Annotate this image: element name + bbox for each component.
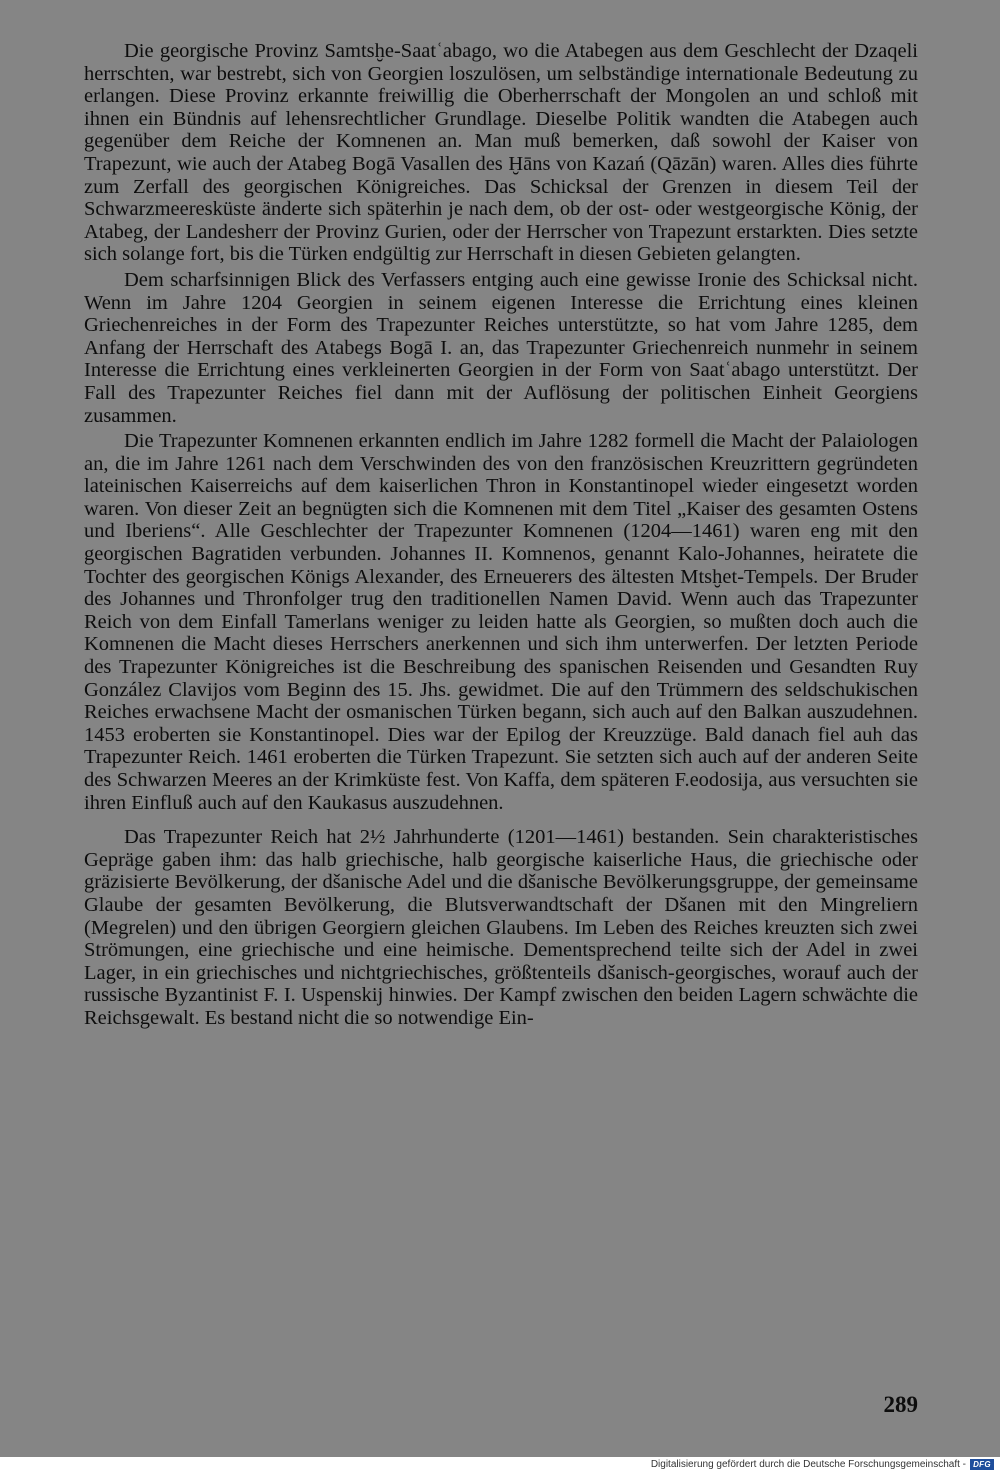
digitization-footer: [0, 1457, 1000, 1473]
page-number: 289: [883, 1392, 918, 1417]
body-text: [84, 40, 918, 1033]
paragraph-4: Das Trapezunter Reich hat 2½ Jahrhunderte (1201—1461) bestanden. Sein charakteristisches Gepräge gaben ihm: das halb griechische, halb georgische kaiserliche Haus, die griechische oder gräzisierte Bevölkerung, der dšanische Adel und die dšanische Bevölkerungsgruppe, der gemeinsame Glaube der gesamten Bevölkerung, die Blutsverwandtschaft der Dšanen mit den Mingreliern (Megrelen) und den übrigen Georgiern gleichen Glaubens. Im Leben des Reiches kreuzten sich zwei Strömungen, eine griechische und eine heimische. Dementsprechend teilte sich der Adel in zwei Lager, in ein griechisches und nichtgriechisches, größtenteils dšanisch-georgisches, worauf auch der russische Byzantinist F. I. Uspenskij hinwies. Der Kampf zwischen den beiden Lagern schwächte die Reichsgewalt. Es bestand nicht die so notwendige Ein-: [84, 826, 918, 1029]
paragraph-3: Die Trapezunter Komnenen erkannten endlich im Jahre 1282 formell die Macht der Palaiologen an, die im Jahre 1261 nach dem Verschwinden des von den französischen Kreuzrittern gegründeten lateinischen Kaiserreichs auf dem kaiserlichen Thron in Konstantinopel wieder eingesetzt worden waren. Von dieser Zeit an begnügten sich die Komnenen mit dem Titel „Kaiser des gesamten Ostens und Iberiens“. Alle Geschlechter der Trapezunter Komnenen (1204—1461) waren eng mit den georgischen Bagratiden verbunden. Johannes II. Komnenos, genannt Kalo-Johannes, heiratete die Tochter des georgischen Königs Alexander, des Erneuerers des ältesten Mtsḫet-Tempels. Der Bruder des Johannes und Thronfolger trug den traditionellen Namen David. Wenn auch das Trapezunter Reich von dem Einfall Tamerlans weniger zu leiden hatte als Georgien, so mußten doch auch die Komnenen die Macht dieses Herrschers anerkennen und sich ihm unterwerfen. Der letzten Periode des Trapezunter Königreiches ist die Beschreibung des spanischen Reisenden und Gesandten Ruy González Clavijos vom Beginn des 15. Jhs. gewidmet. Die auf den Trümmern des seldschukischen Reiches erwachsene Macht der osmanischen Türken begann, sich auch auf den Balkan auszudehnen. 1453 eroberten sie Konstantinopel. Dies war der Epilog der Kreuzzüge. Bald danach fiel auh das Trapezunter Reich. 1461 eroberten die Türken Trapezunt. Sie setzten sich auch auf der anderen Seite des Schwarzen Meeres an der Krimküste fest. Von Kaffa, dem späteren F.eodosija, aus versuchten sie ihren Einfluß auch auf den Kaukasus auszudehnen.: [84, 430, 918, 814]
paragraph-2: Dem scharfsinnigen Blick des Verfassers entging auch eine gewisse Ironie des Schicksal nicht. Wenn im Jahre 1204 Georgien in seinem eigenen Interesse die Errichtung eines kleinen Griechenreiches in der Form des Trapezunter Reiches unterstützte, so hat vom Jahre 1285, dem Anfang der Herrschaft des Atabegs Bogā I. an, das Trapezunter Griechenreich nunmehr in seinem Interesse die Errichtung eines verkleinerten Georgien in der Form von Saatʿabago unterstützt. Der Fall des Trapezunter Reiches fiel dann mit der Auflösung der politischen Einheit Georgiens zusammen.: [84, 268, 918, 427]
dfg-logo-icon: DFG: [970, 1459, 994, 1470]
paragraph-1: Die georgische Provinz Samtsḫe-Saatʿabago, wo die Atabegen aus dem Geschlecht der Dzaqeli herrschten, war bestrebt, sich von Georgien loszulösen, um selbständige internationale Bedeutung zu erlangen. Diese Provinz erkannte freiwillig die Oberherrschaft der Mongolen an und schloß mit ihnen ein Bündnis auf lehensrechtlicher Grundlage. Dieselbe Politik wandten die Atabegen auch gegenüber dem Reiche der Komnenen an. Man muß bemerken, daß sowohl der Kaiser von Trapezunt, wie auch der Atabeg Bogā Vasallen des Ḫāns von Kazań (Qāzān) waren. Alles dies führte zum Zerfall des georgischen Königreiches. Das Schicksal der Grenzen in diesem Teil der Schwarzmeeresküste änderte sich späterhin je nach dem, ob der ost- oder westgeorgische König, der Atabeg, der Landesherr der Provinz Gurien, oder der Herrscher von Trapezunt erstarkten. Dies setzte sich solange fort, bis die Türken endgültig zur Herrschaft in diesen Gebieten gelangten.: [84, 40, 918, 266]
funding-credit: Digitalisierung gefördert durch die Deutsche Forschungsgemeinschaft -: [650, 1459, 966, 1470]
